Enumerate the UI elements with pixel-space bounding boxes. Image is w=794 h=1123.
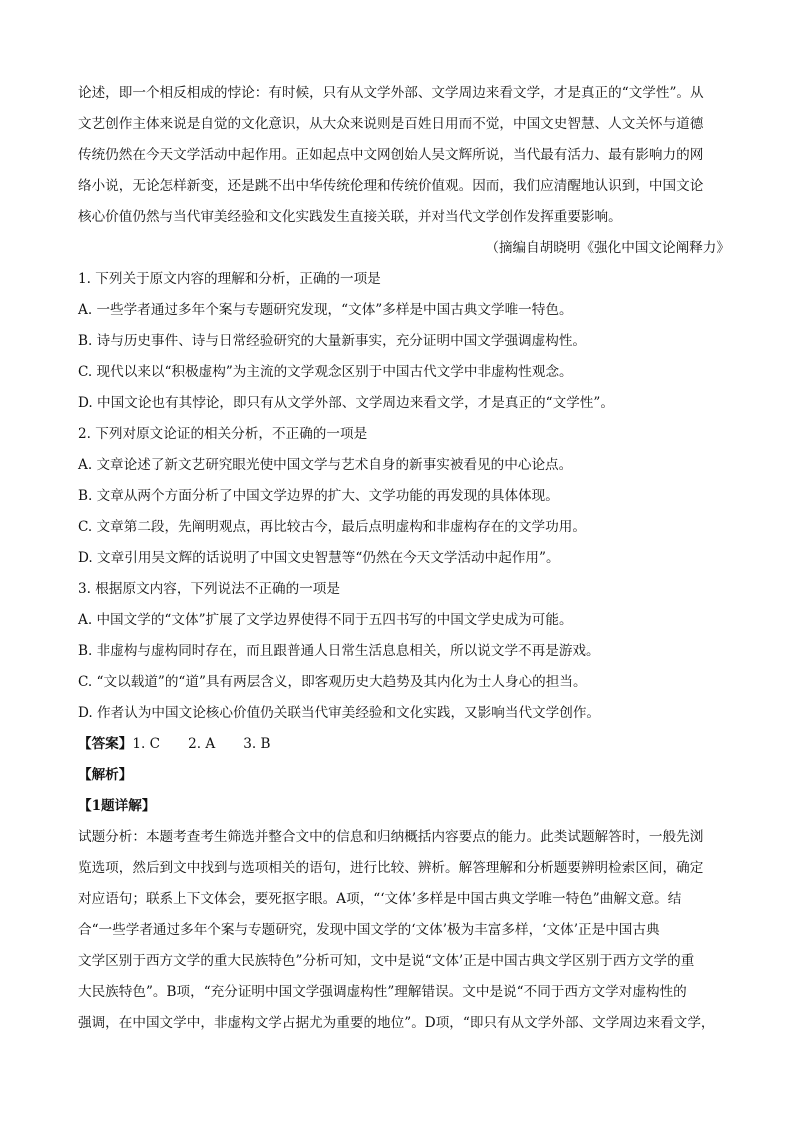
answer-label: 【答案】 (78, 736, 133, 752)
answer-1: 1. C (132, 736, 161, 752)
passage-line: 传统仍然在今天文学活动中起作用。正如起点中文网创始人吴文辉所说，当代最有活力、最有影响力的网 (78, 147, 704, 163)
question-stem: 1. 下列关于原文内容的理解和分析，正确的一项是 (78, 271, 381, 287)
option-c: C. 文章第二段，先阐明观点，再比较古今，最后点明虚构和非虚构存在的文学功用。 (78, 519, 586, 535)
option-a: A. 中国文学的“文体”扩展了文学边界使得不同于五四书写的中国文学史成为可能。 (78, 612, 573, 628)
question-stem: 3. 根据原文内容，下列说法不正确的一项是 (78, 581, 340, 597)
analysis (78, 760, 730, 1039)
answer-2: 2. A (188, 736, 216, 752)
option-d: D. 中国文论也有其悖论，即只有从文学外部、文学周边来看文学，才是真正的“文学性”。 (78, 395, 614, 411)
option-b: B. 文章从两个方面分析了中国文学边界的扩大、文学功能的再发现的具体体现。 (78, 488, 559, 504)
passage-source: （摘编自胡晓明《强化中国文论阐释力》 (485, 240, 730, 256)
option-d: D. 作者认为中国文论核心价值仍关联当代审美经验和文化实践，又影响当代文学创作。 (78, 705, 601, 721)
option-b: B. 非虚构与虚构同时存在，而且跟普通人日常生活息息相关，所以说文学不再是游戏。 (78, 643, 600, 659)
analysis-line: 文学区别于西方文学的重大民族特色”分析可知，文中是说“文体’正是中国古典文学区别于西方文学的重 (78, 953, 695, 969)
analysis-line: 对应语句；联系上下文体会，要死抠字眼。A项，“‘文体’多样是中国古典文学唯一特色”曲解文意。结 (78, 891, 682, 907)
answer-3: 3. B (243, 736, 271, 752)
analysis-line: 试题分析：本题考查考生筛选并整合文中的信息和归纳概括内容要点的能力。此类试题解答时，一般先浏 (78, 829, 704, 845)
option-b: B. 诗与历史事件、诗与日常经验研究的大量新事实，充分证明中国文学强调虚构性。 (78, 333, 587, 349)
question-2 (78, 419, 730, 574)
question-3 (78, 574, 730, 729)
analysis-detail-label: 【1题详解】 (78, 798, 156, 814)
question-stem: 2. 下列对原文论证的相关分析，不正确的一项是 (78, 426, 368, 442)
analysis-line: 览选项，然后到文中找到与选项相关的语句，进行比较、辨析。解答理解和分析题要辨明检索区间，确定 (78, 860, 704, 876)
analysis-line: 强调，在中国文学中，非虚构文学占据尤为重要的地位”。D项，“即只有从文学外部、文学周边来看文学， (78, 1015, 715, 1031)
option-c: C. “文以载道”的“道”具有两层含义，即客观历史大趋势及其内化为士人身心的担当。 (78, 674, 587, 690)
option-a: A. 文章论述了新文艺研究眼光使中国文学与艺术自身的新事实被看见的中心论点。 (78, 457, 573, 473)
analysis-label: 【解析】 (78, 767, 133, 783)
passage-line: 论述，即一个相反相成的悖论：有时候，只有从文学外部、文学周边来看文学，才是真正的“文学性”。从 (78, 85, 704, 101)
option-d: D. 文章引用吴文辉的话说明了中国文史智慧等“仍然在今天文学活动中起作用”。 (78, 550, 560, 566)
question-1 (78, 264, 730, 419)
passage (78, 78, 730, 264)
passage-line: 文艺创作主体来说是自觉的文化意识，从大众来说则是百姓日用而不觉，中国文史智慧、人文关怀与道德 (78, 116, 704, 132)
passage-line: 核心价值仍然与当代审美经验和文化实践发生直接关联，并对当代文学创作发挥重要影响。 (78, 209, 622, 225)
document-page (78, 78, 730, 1039)
option-c: C. 现代以来以“积极虚构”为主流的文学观念区别于中国古代文学中非虚构性观念。 (78, 364, 573, 380)
passage-line: 络小说，无论怎样新变，还是跳不出中华传统伦理和传统价值观。因而，我们应清醒地认识到，中国文论 (78, 178, 704, 194)
option-a: A. 一些学者通过多年个案与专题研究发现，“文体”多样是中国古典文学唯一特色。 (78, 302, 573, 318)
analysis-line: 合“一些学者通过多年个案与专题研究，发现中国文学的‘文体’极为丰富多样，‘文体’正是中国古典 (78, 922, 660, 938)
answer-line (78, 729, 730, 760)
analysis-line: 大民族特色”。B项，“充分证明中国文学强调虚构性”理解错误。文中是说“不同于西方文学对虚构性的 (78, 984, 687, 1000)
